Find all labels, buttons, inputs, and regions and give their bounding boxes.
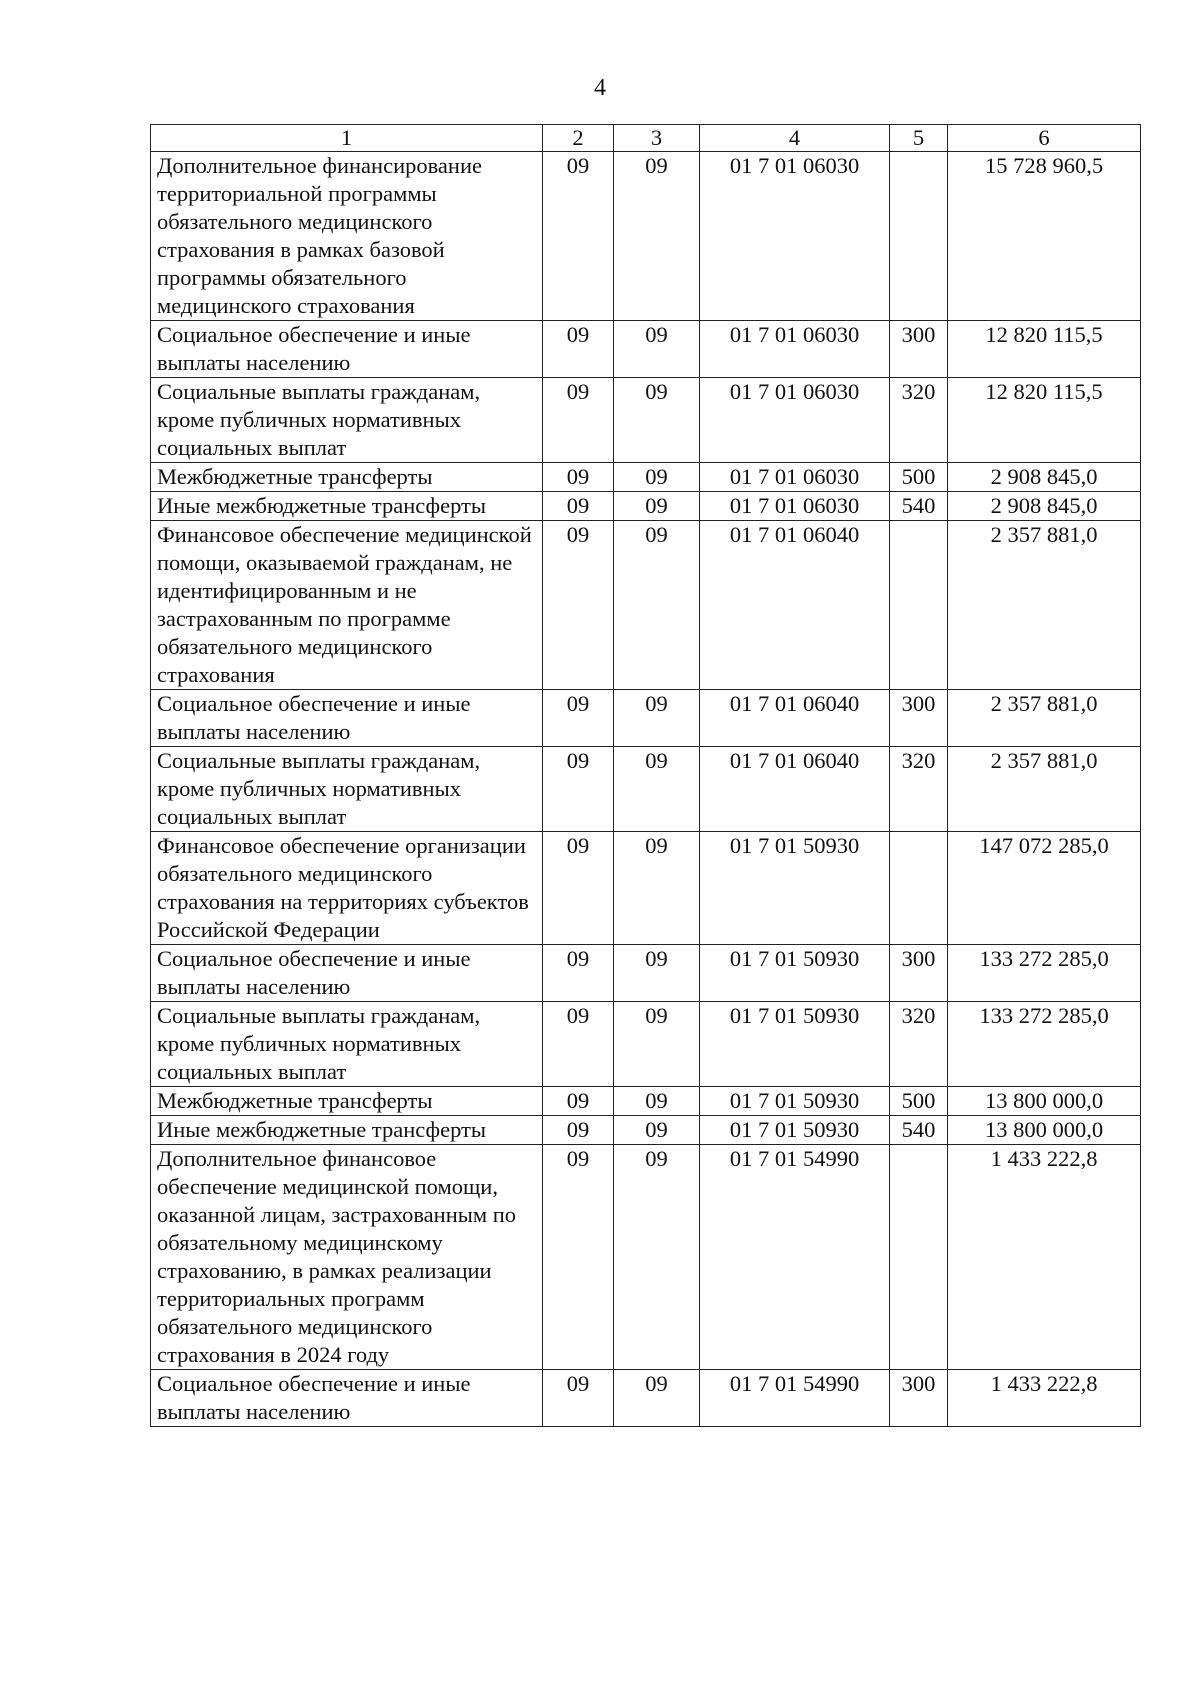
table-row <box>151 1370 1141 1427</box>
row-section-cell: 09 <box>543 492 614 521</box>
row-target-code-cell: 01 7 01 50930 <box>700 1002 890 1087</box>
row-target-code-cell: 01 7 01 06040 <box>700 747 890 832</box>
row-target-code-cell: 01 7 01 06030 <box>700 492 890 521</box>
row-expense-kind-cell: 540 <box>890 1116 948 1145</box>
table-row <box>151 463 1141 492</box>
row-amount-cell: 133 272 285,0 <box>948 1002 1141 1087</box>
row-name-cell: Межбюджетные трансферты <box>151 463 543 492</box>
row-section-cell: 09 <box>543 1116 614 1145</box>
row-section-cell: 09 <box>543 945 614 1002</box>
row-target-code-cell: 01 7 01 06040 <box>700 690 890 747</box>
row-section-cell: 09 <box>543 1002 614 1087</box>
row-target-code-cell: 01 7 01 50930 <box>700 1116 890 1145</box>
row-amount-cell: 1 433 222,8 <box>948 1145 1141 1370</box>
row-target-code-cell: 01 7 01 54990 <box>700 1370 890 1427</box>
header-cell-5: 5 <box>890 125 948 152</box>
row-section-cell: 09 <box>543 747 614 832</box>
header-cell-4: 4 <box>700 125 890 152</box>
row-name-cell: Финансовое обеспечение медицинской помощи, оказываемой гражданам, не идентифицированным и не застрахованным по программе обязательного медицинского страхования <box>151 521 543 690</box>
row-expense-kind-cell: 300 <box>890 690 948 747</box>
row-target-code-cell: 01 7 01 50930 <box>700 832 890 945</box>
row-target-code-cell: 01 7 01 50930 <box>700 1087 890 1116</box>
row-target-code-cell: 01 7 01 50930 <box>700 945 890 1002</box>
row-subsection-cell: 09 <box>614 378 700 463</box>
row-section-cell: 09 <box>543 690 614 747</box>
row-subsection-cell: 09 <box>614 1087 700 1116</box>
row-section-cell: 09 <box>543 832 614 945</box>
row-subsection-cell: 09 <box>614 521 700 690</box>
row-amount-cell: 15 728 960,5 <box>948 152 1141 321</box>
table-row <box>151 152 1141 321</box>
table-row <box>151 832 1141 945</box>
table-row <box>151 747 1141 832</box>
row-subsection-cell: 09 <box>614 321 700 378</box>
row-subsection-cell: 09 <box>614 832 700 945</box>
row-name-cell: Межбюджетные трансферты <box>151 1087 543 1116</box>
table-header-row <box>151 125 1141 152</box>
row-expense-kind-cell: 300 <box>890 321 948 378</box>
row-amount-cell: 13 800 000,0 <box>948 1087 1141 1116</box>
row-section-cell: 09 <box>543 1145 614 1370</box>
row-amount-cell: 133 272 285,0 <box>948 945 1141 1002</box>
row-subsection-cell: 09 <box>614 152 700 321</box>
row-amount-cell: 2 357 881,0 <box>948 521 1141 690</box>
table-row <box>151 1145 1141 1370</box>
table-row <box>151 492 1141 521</box>
budget-table <box>150 124 1141 1427</box>
row-expense-kind-cell <box>890 1145 948 1370</box>
header-cell-2: 2 <box>543 125 614 152</box>
row-section-cell: 09 <box>543 1370 614 1427</box>
row-expense-kind-cell: 300 <box>890 1370 948 1427</box>
row-section-cell: 09 <box>543 378 614 463</box>
row-subsection-cell: 09 <box>614 1116 700 1145</box>
row-target-code-cell: 01 7 01 54990 <box>700 1145 890 1370</box>
row-expense-kind-cell <box>890 152 948 321</box>
row-amount-cell: 2 357 881,0 <box>948 747 1141 832</box>
row-name-cell: Социальное обеспечение и иные выплаты населению <box>151 321 543 378</box>
row-name-cell: Социальные выплаты гражданам, кроме публичных нормативных социальных выплат <box>151 378 543 463</box>
row-section-cell: 09 <box>543 1087 614 1116</box>
row-name-cell: Социальное обеспечение и иные выплаты населению <box>151 945 543 1002</box>
table-row <box>151 1002 1141 1087</box>
row-amount-cell: 12 820 115,5 <box>948 321 1141 378</box>
row-target-code-cell: 01 7 01 06030 <box>700 321 890 378</box>
header-cell-3: 3 <box>614 125 700 152</box>
row-subsection-cell: 09 <box>614 747 700 832</box>
row-subsection-cell: 09 <box>614 1370 700 1427</box>
table-row <box>151 521 1141 690</box>
row-expense-kind-cell: 500 <box>890 1087 948 1116</box>
row-subsection-cell: 09 <box>614 463 700 492</box>
row-subsection-cell: 09 <box>614 492 700 521</box>
row-subsection-cell: 09 <box>614 1145 700 1370</box>
row-expense-kind-cell: 320 <box>890 747 948 832</box>
budget-table-body <box>151 125 1141 1427</box>
table-row <box>151 1087 1141 1116</box>
table-row <box>151 1116 1141 1145</box>
row-amount-cell: 1 433 222,8 <box>948 1370 1141 1427</box>
table-row <box>151 378 1141 463</box>
row-expense-kind-cell: 500 <box>890 463 948 492</box>
row-amount-cell: 2 908 845,0 <box>948 463 1141 492</box>
row-expense-kind-cell <box>890 832 948 945</box>
row-expense-kind-cell <box>890 521 948 690</box>
row-target-code-cell: 01 7 01 06030 <box>700 463 890 492</box>
row-expense-kind-cell: 300 <box>890 945 948 1002</box>
row-amount-cell: 2 357 881,0 <box>948 690 1141 747</box>
row-subsection-cell: 09 <box>614 690 700 747</box>
row-target-code-cell: 01 7 01 06030 <box>700 152 890 321</box>
row-section-cell: 09 <box>543 152 614 321</box>
header-cell-6: 6 <box>948 125 1141 152</box>
table-row <box>151 945 1141 1002</box>
row-amount-cell: 13 800 000,0 <box>948 1116 1141 1145</box>
row-expense-kind-cell: 540 <box>890 492 948 521</box>
row-subsection-cell: 09 <box>614 945 700 1002</box>
row-name-cell: Социальные выплаты гражданам, кроме публичных нормативных социальных выплат <box>151 747 543 832</box>
row-amount-cell: 2 908 845,0 <box>948 492 1141 521</box>
row-expense-kind-cell: 320 <box>890 378 948 463</box>
page-number: 4 <box>594 75 606 101</box>
row-name-cell: Финансовое обеспечение организации обязательного медицинского страхования на территориях субъектов Российской Федерации <box>151 832 543 945</box>
row-amount-cell: 12 820 115,5 <box>948 378 1141 463</box>
row-target-code-cell: 01 7 01 06040 <box>700 521 890 690</box>
row-section-cell: 09 <box>543 521 614 690</box>
table-row <box>151 690 1141 747</box>
row-name-cell: Дополнительное финансирование территориальной программы обязательного медицинского страхования в рамках базовой программы обязательного медицинского страхования <box>151 152 543 321</box>
row-name-cell: Иные межбюджетные трансферты <box>151 492 543 521</box>
header-cell-1: 1 <box>151 125 543 152</box>
row-name-cell: Социальные выплаты гражданам, кроме публичных нормативных социальных выплат <box>151 1002 543 1087</box>
row-name-cell: Иные межбюджетные трансферты <box>151 1116 543 1145</box>
row-section-cell: 09 <box>543 463 614 492</box>
row-target-code-cell: 01 7 01 06030 <box>700 378 890 463</box>
row-name-cell: Дополнительное финансовое обеспечение медицинской помощи, оказанной лицам, застрахованным по обязательному медицинскому страхованию, в рамках реализации территориальных программ обязательного медицинского страхования в 2024 году <box>151 1145 543 1370</box>
row-name-cell: Социальное обеспечение и иные выплаты населению <box>151 1370 543 1427</box>
row-section-cell: 09 <box>543 321 614 378</box>
row-name-cell: Социальное обеспечение и иные выплаты населению <box>151 690 543 747</box>
table-row <box>151 321 1141 378</box>
row-amount-cell: 147 072 285,0 <box>948 832 1141 945</box>
row-expense-kind-cell: 320 <box>890 1002 948 1087</box>
row-subsection-cell: 09 <box>614 1002 700 1087</box>
